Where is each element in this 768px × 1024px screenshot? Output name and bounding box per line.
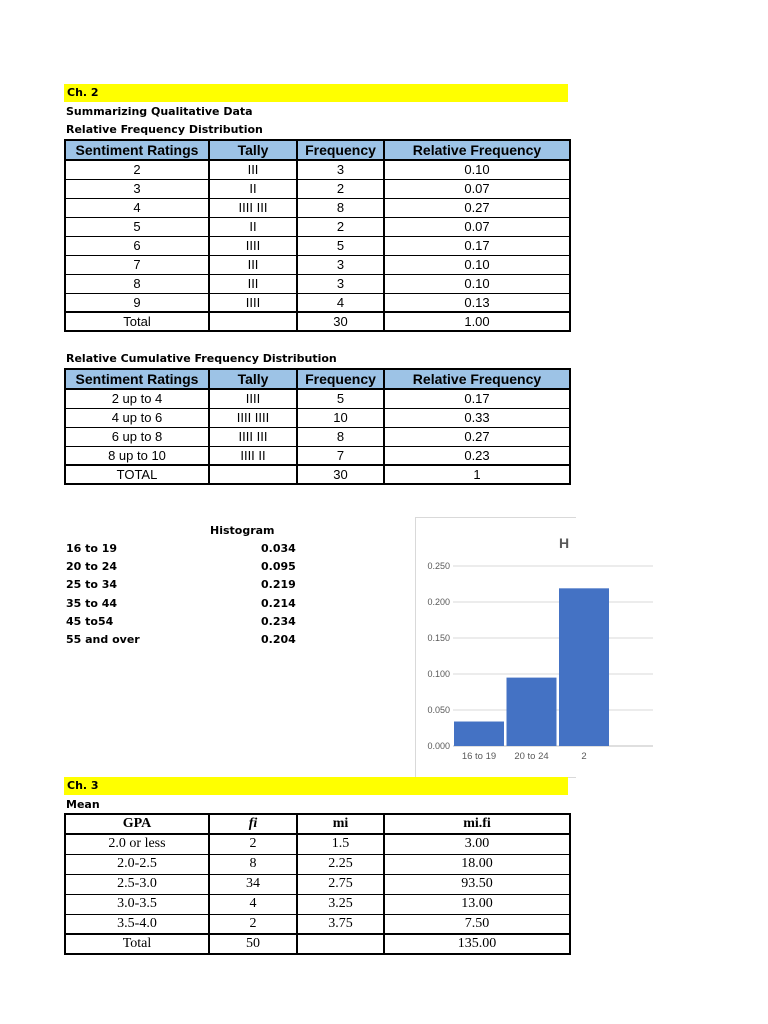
cell-tally: III <box>209 255 297 274</box>
cell-fi: 8 <box>209 854 297 874</box>
total-freq: 30 <box>297 465 384 484</box>
table-row <box>65 179 570 198</box>
cell-fi: 2 <box>209 834 297 854</box>
section-subtitle: Summarizing Qualitative Data <box>66 105 253 118</box>
table-row <box>65 854 570 874</box>
cell-freq: 3 <box>297 160 384 179</box>
cell-freq: 8 <box>297 198 384 217</box>
histogram-range: 45 to54 <box>66 614 114 628</box>
histogram-value: 0.234 <box>261 614 296 628</box>
cell-gpa: 2.0-2.5 <box>65 854 209 874</box>
cell-rating: 3 <box>65 179 209 198</box>
table-row <box>65 914 570 934</box>
col-header-tally: Tally <box>209 369 297 389</box>
cell-tally: III <box>209 160 297 179</box>
histogram-bar <box>454 722 504 746</box>
y-tick-label: 0.200 <box>427 597 450 607</box>
cell-mifi: 3.00 <box>384 834 570 854</box>
cell-fi: 34 <box>209 874 297 894</box>
cell-rel: 0.13 <box>384 293 570 312</box>
cell-mi: 2.75 <box>297 874 384 894</box>
histogram-list-item <box>66 578 296 592</box>
cell-fi: 4 <box>209 894 297 914</box>
histogram-range: 55 and over <box>66 633 140 646</box>
histogram-range: 16 to 19 <box>66 542 118 555</box>
cell-rel: 0.23 <box>384 446 570 465</box>
table-row <box>65 894 570 914</box>
total-fi: 50 <box>209 934 297 954</box>
histogram-bar <box>507 678 557 746</box>
chart-title: H <box>559 535 570 551</box>
cell-tally: IIII <box>209 389 297 408</box>
col-header-relative-frequency: Relative Frequency <box>384 369 570 389</box>
cell-freq: 5 <box>297 389 384 408</box>
cell-freq: 3 <box>297 274 384 293</box>
cell-freq: 2 <box>297 179 384 198</box>
col-header-tally: Tally <box>209 140 297 160</box>
histogram-chart <box>415 517 587 778</box>
cell-rel: 0.10 <box>384 255 570 274</box>
total-rel: 1 <box>384 465 570 484</box>
table1-title: Relative Frequency Distribution <box>66 123 263 136</box>
y-tick-label: 0.150 <box>427 633 450 643</box>
cell-mi: 2.25 <box>297 854 384 874</box>
cell-gpa: 3.5-4.0 <box>65 914 209 934</box>
histogram-chart-svg <box>416 518 587 777</box>
table-row <box>65 874 570 894</box>
histogram-value: 0.095 <box>261 560 296 574</box>
histogram-range: 25 to 34 <box>66 578 118 592</box>
total-row <box>65 934 570 954</box>
cell-tally: IIII <box>209 293 297 312</box>
histogram-bar <box>559 588 609 746</box>
col-header-frequency: Frequency <box>297 140 384 160</box>
col-header-frequency: Frequency <box>297 369 384 389</box>
cell-rel: 0.17 <box>384 236 570 255</box>
total-row <box>65 465 570 484</box>
cell-rel: 0.10 <box>384 160 570 179</box>
total- <box>209 312 297 331</box>
x-tick-label: 2 <box>581 751 587 762</box>
table2-title: Relative Cumulative Frequency Distribution <box>66 352 337 365</box>
col-header-fi: fi <box>209 814 297 834</box>
total-row <box>65 312 570 331</box>
histogram-value: 0.034 <box>261 542 296 555</box>
cell-rating: 2 <box>65 160 209 179</box>
histogram-range: 20 to 24 <box>66 560 118 574</box>
cell-tally: IIII III <box>209 427 297 446</box>
histogram-label: Histogram <box>210 524 275 537</box>
cell-mi: 1.5 <box>297 834 384 854</box>
total-label: TOTAL <box>65 465 209 484</box>
histogram-list-item <box>66 633 296 646</box>
total- <box>209 465 297 484</box>
table-row <box>65 255 570 274</box>
cell-mifi: 13.00 <box>384 894 570 914</box>
histogram-value: 0.214 <box>261 596 296 610</box>
table-row <box>65 293 570 312</box>
cell-rel: 0.27 <box>384 198 570 217</box>
gpa-mean-table <box>64 813 571 955</box>
chapter-3-heading: Ch. 3 <box>64 777 568 795</box>
cell-gpa: 2.5-3.0 <box>65 874 209 894</box>
total-label: Total <box>65 312 209 331</box>
cell-rating: 6 <box>65 236 209 255</box>
total-mi <box>297 934 384 954</box>
y-tick-label: 0.100 <box>427 669 450 679</box>
table-row <box>65 408 570 427</box>
cell-rating: 6 up to 8 <box>65 427 209 446</box>
cell-tally: IIII IIII <box>209 408 297 427</box>
col-header-mi: mi <box>297 814 384 834</box>
total-label: Total <box>65 934 209 954</box>
col-header-ratings: Sentiment Ratings <box>65 140 209 160</box>
histogram-list-item <box>66 560 296 574</box>
table-row <box>65 274 570 293</box>
chapter-2-heading: Ch. 2 <box>64 84 568 102</box>
histogram-list-item <box>66 596 296 610</box>
cell-gpa: 2.0 or less <box>65 834 209 854</box>
cell-tally: IIII <box>209 236 297 255</box>
cell-gpa: 3.0-3.5 <box>65 894 209 914</box>
histogram-range: 35 to 44 <box>66 596 118 610</box>
cell-mifi: 7.50 <box>384 914 570 934</box>
cell-rating: 2 up to 4 <box>65 389 209 408</box>
cell-rating: 4 <box>65 198 209 217</box>
col-header-mifi: mi.fi <box>384 814 570 834</box>
table-row <box>65 160 570 179</box>
x-tick-label: 16 to 19 <box>461 751 497 762</box>
histogram-list-item <box>66 542 296 555</box>
cell-rel: 0.07 <box>384 217 570 236</box>
histogram-list-item <box>66 614 296 628</box>
y-tick-label: 0.050 <box>427 705 450 715</box>
cell-rel: 0.07 <box>384 179 570 198</box>
table-row <box>65 389 570 408</box>
table-row <box>65 834 570 854</box>
table-row <box>65 217 570 236</box>
cumulative-frequency-table <box>64 368 571 485</box>
total-freq: 30 <box>297 312 384 331</box>
cell-tally: III <box>209 274 297 293</box>
cell-tally: II <box>209 179 297 198</box>
y-tick-label: 0.250 <box>427 561 450 571</box>
col-header-ratings: Sentiment Ratings <box>65 369 209 389</box>
cell-rating: 8 <box>65 274 209 293</box>
cell-mi: 3.25 <box>297 894 384 914</box>
cell-rating: 7 <box>65 255 209 274</box>
cell-rel: 0.33 <box>384 408 570 427</box>
cell-freq: 10 <box>297 408 384 427</box>
cell-tally: IIII III <box>209 198 297 217</box>
table-row <box>65 236 570 255</box>
cell-rating: 4 up to 6 <box>65 408 209 427</box>
total-mifi: 135.00 <box>384 934 570 954</box>
cell-rel: 0.27 <box>384 427 570 446</box>
total-rel: 1.00 <box>384 312 570 331</box>
cell-freq: 4 <box>297 293 384 312</box>
table-row <box>65 198 570 217</box>
cell-tally: II <box>209 217 297 236</box>
histogram-value: 0.204 <box>261 633 296 646</box>
cell-freq: 5 <box>297 236 384 255</box>
cell-rel: 0.17 <box>384 389 570 408</box>
y-tick-label: 0.000 <box>427 741 450 751</box>
table-row <box>65 427 570 446</box>
cell-freq: 8 <box>297 427 384 446</box>
cell-rating: 8 up to 10 <box>65 446 209 465</box>
col-header-relative-frequency: Relative Frequency <box>384 140 570 160</box>
histogram-value: 0.219 <box>261 578 296 592</box>
cell-freq: 2 <box>297 217 384 236</box>
relative-frequency-table <box>64 139 571 332</box>
cell-freq: 7 <box>297 446 384 465</box>
cell-mifi: 93.50 <box>384 874 570 894</box>
mean-subtitle: Mean <box>66 798 100 811</box>
cell-fi: 2 <box>209 914 297 934</box>
cell-tally: IIII II <box>209 446 297 465</box>
cell-mifi: 18.00 <box>384 854 570 874</box>
x-tick-label: 20 to 24 <box>514 751 549 762</box>
table-row <box>65 446 570 465</box>
cell-freq: 3 <box>297 255 384 274</box>
cell-rating: 9 <box>65 293 209 312</box>
cell-rating: 5 <box>65 217 209 236</box>
cell-rel: 0.10 <box>384 274 570 293</box>
cell-mi: 3.75 <box>297 914 384 934</box>
col-header-gpa: GPA <box>65 814 209 834</box>
